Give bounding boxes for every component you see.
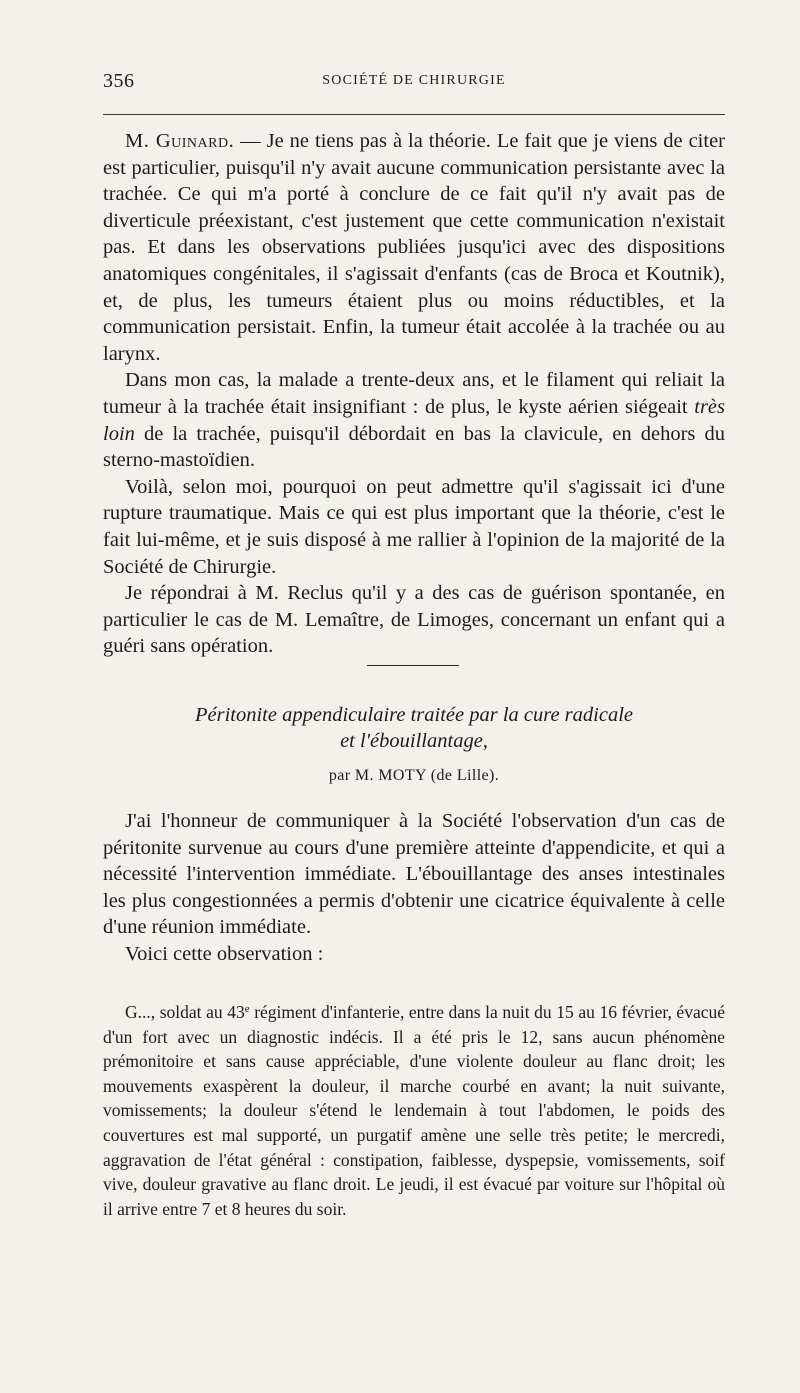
article-byline: par M. MOTY (de Lille). [328, 767, 500, 784]
emphasis: très loin [103, 395, 725, 445]
discussion-paragraph-4: Je répondrai à M. Reclus qu'il y a des cas de guérison spontanée, en particulier le cas de M. Lemaître, de Limoges, concernant un enfant qui a guéri sans opération. [103, 582, 725, 658]
discussion-paragraph-2: Dans mon cas, la malade a trente-deux ans, et le filament qui reliait la tumeur à la trachée était insignifiant : de plus, le kyste aérien siégeait très loin de la trachée, puisqu'il débordait en bas la clavicule, en dehors du sterno-mastoïdien. [103, 369, 725, 472]
speaker-name: M. Guinard. [125, 130, 235, 152]
article-title [103, 702, 725, 754]
article-body [103, 808, 725, 968]
page-number: 356 [103, 70, 135, 92]
running-title: SOCIÉTÉ DE CHIRURGIE [322, 73, 506, 88]
header-rule [103, 114, 725, 115]
superscript: e [244, 1003, 250, 1015]
page-header [103, 70, 725, 94]
discussion-paragraph-3: Voilà, selon moi, pourquoi on peut admettre qu'il s'agissait ici d'une rupture traumatique. Mais ce qui est plus important que la théorie, c'est le fait lui-même, et je suis disposé à me rallier à l'opinion de la majorité de la Société de Chirurgie. [103, 475, 725, 578]
observation-paragraph: G..., soldat au 43e régiment d'infanterie, entre dans la nuit du 15 au 16 février, évacué d'un fort avec un diagnostic indécis. Il a été pris le 12, sans aucun phénomène prémonitoire et sans cause appréciable, d'une violente douleur au flanc droit; les mouvements exaspèrent la douleur, il marche courbé en avant; la nuit suivante, vomissements; la douleur s'étend le lendemain à tout l'abdomen, le poids des couvertures est mal supporté, un purgatif amène une selle très petite; le mercredi, aggravation de l'état général : constipation, faiblesse, dyspepsie, vomissements, soif vive, douleur gravative au flanc droit. Le jeudi, il est évacué par voiture sur l'hôpital où il arrive entre 7 et 8 heures du soir. [103, 1002, 725, 1219]
article-title-line-2: et l'ébouillantage, [340, 730, 488, 752]
article-title-line-1: Péritonite appendiculaire traitée par la cure radicale [195, 704, 633, 726]
article-paragraph-1: J'ai l'honneur de communiquer à la Société l'observation d'un cas de péritonite survenue au cours d'une première atteinte d'appendicite, et qui a nécessité l'intervention immédiate. L'ébouillantage des anses intestinales les plus congestionnées a permis d'obtenir une cicatrice équivalente à celle d'une réunion immédiate. [103, 810, 725, 939]
article-paragraph-2: Voici cette observation : [125, 942, 324, 965]
discussion-paragraph-1: M. Guinard. — Je ne tiens pas à la théorie. Le fait que je viens de citer est particulier, puisqu'il n'y avait aucune communication persistante avec la trachée. Ce qui m'a porté à conclure de ce fait qu'il n'y avait pas de diverticule préexistant, c'est justement que cette communication n'existait pas. Et dans les observations publiées jusqu'ici avec des dispositions anatomiques congénitales, il s'agissait d'enfants (cas de Broca et Koutnik), et, de plus, les tumeurs étaient plus ou moins réductibles, et la communication persistait. Enfin, la tumeur était accolée à la trachée ou au larynx. [103, 130, 725, 365]
section-divider [367, 665, 459, 666]
discussion-section [103, 128, 725, 660]
observation-section [103, 1000, 725, 1221]
